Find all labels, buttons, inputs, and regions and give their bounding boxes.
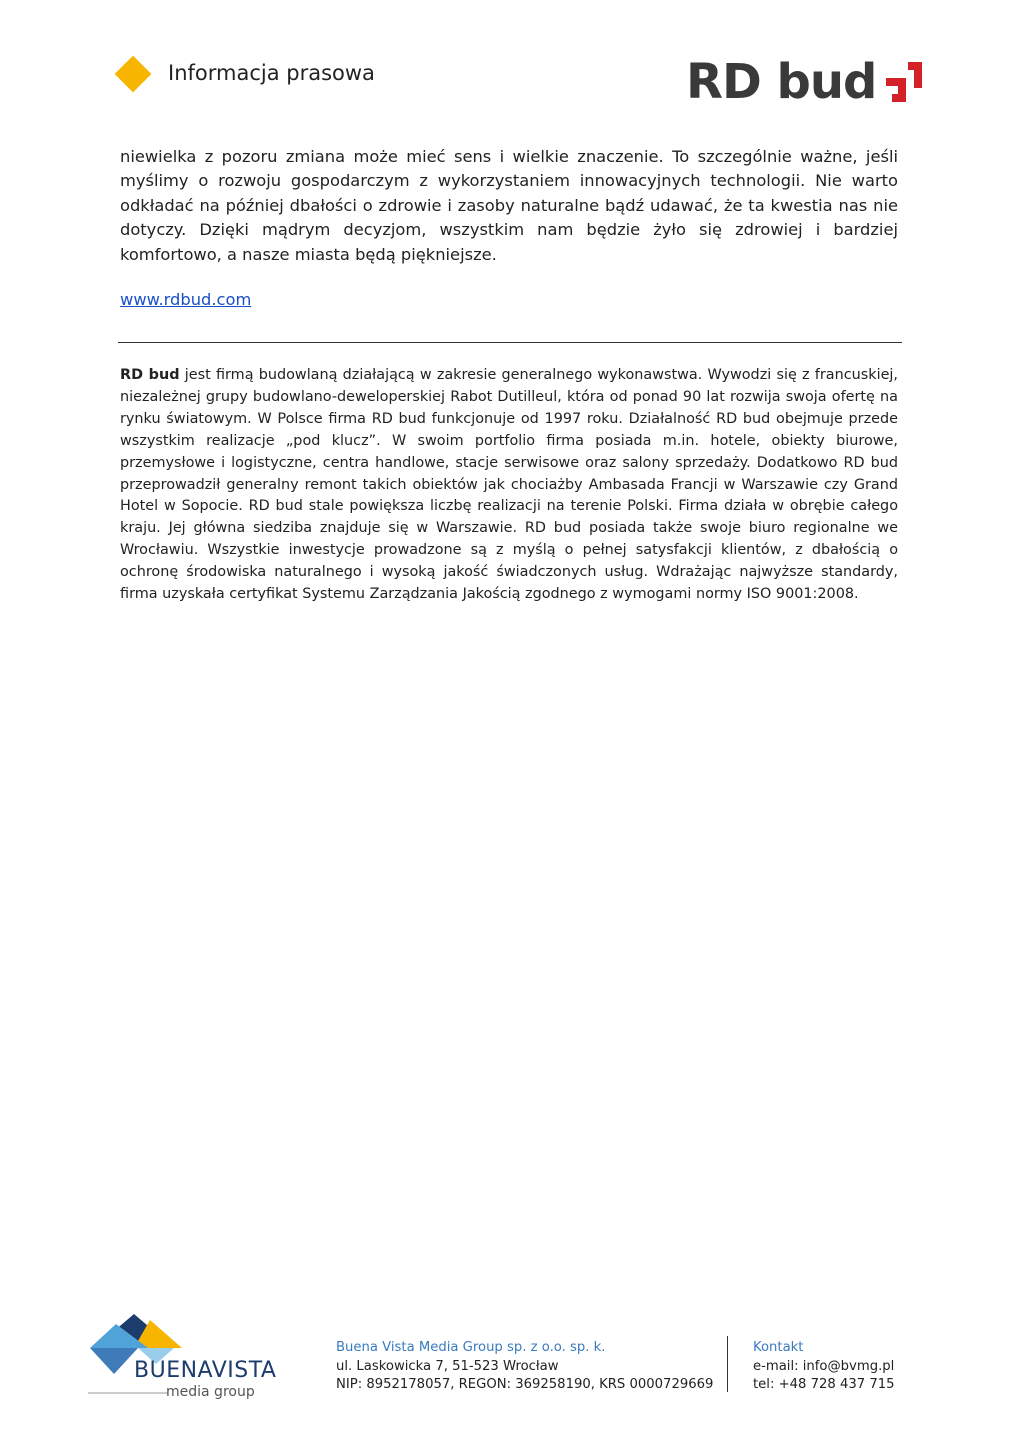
footer-address: ul. Laskowicka 7, 51-523 Wrocław <box>336 1358 559 1374</box>
rdbud-logo-text: RD bud <box>686 54 877 110</box>
footer-logo-subtitle: media group <box>166 1384 255 1400</box>
diamond-icon <box>115 56 152 93</box>
about-company-paragraph <box>120 365 898 606</box>
page-title: Informacja prasowa <box>168 61 375 85</box>
rdbud-mark-icon <box>886 62 922 102</box>
footer-company-name: Buena Vista Media Group sp. z o.o. sp. k. <box>336 1340 606 1355</box>
rdbud-logo <box>686 52 922 110</box>
company-name-bold: RD bud <box>120 367 180 383</box>
footer-phone: tel: +48 728 437 715 <box>753 1377 895 1392</box>
website-link[interactable]: www.rdbud.com <box>120 290 252 309</box>
footer-contact-heading: Kontakt <box>753 1340 804 1355</box>
about-company-text: jest firmą budowlaną działającą w zakresie generalnego wykonawstwa. Wywodzi się z francuskiej, niezależnej grupy budowlano-deweloperskiej Rabot Dutilleul, która od ponad 90 lat rozwija swoja ofertę na rynku światowym. W Polsce firma RD bud funkcjonuje od 1997 roku. Działalność RD bud obejmuje przede wszystkim realizacje „pod klucz”. W swoim portfolio firma posiada m.in. hotele, obiekty biurowe, przemysłowe i logistyczne, centra handlowe, stacje serwisowe oraz salony sprzedaży. Dodatkowo RD bud przeprowadził generalny remont takich obiektów jak chociażby Ambasada Francji w Warszawie czy Grand Hotel w Sopocie. RD bud stale powiększa liczbę realizacji na terenie Polski. Firma działa w obrębie całego kraju. Jej główna siedziba znajduje się w Warszawie. RD bud posiada także swoje biuro regionalne we Wrocławiu. Wszystkie inwestycje prowadzone są z myślą o pełnej satysfakcji klientów, z dbałością o ochronę środowiska naturalnego i wysoką jakość świadczonych usług. Wdrażając najwyższe standardy, firma uzyskała certyfikat Systemu Zarządzania Jakością zgodnego z wymogami normy ISO 9001:2008. <box>120 367 898 603</box>
footer-company-ids: NIP: 8952178057, REGON: 369258190, KRS 0000729669 <box>336 1377 714 1392</box>
footer-logo-text: BUENAVISTA <box>134 1358 277 1383</box>
footer-email: e-mail: info@bvmg.pl <box>753 1358 895 1374</box>
footer-company-info <box>336 1339 713 1395</box>
body-paragraph: niewielka z pozoru zmiana może mieć sens i wielkie znaczenie. To szczególnie ważne, jeśli myślimy o rozwoju gospodarczym z wykorzystaniem innowacyjnych technologii. Nie warto odkładać na później dbałości o zdrowie i zasoby naturalne bądź udawać, że ta kwestia nas nie dotyczy. Dzięki mądrym decyzjom, wszystkim nam będzie żyło się zdrowiej i bardziej komfortowo, a nasze miasta będą piękniejsze. <box>120 147 898 264</box>
footer-divider <box>727 1336 728 1392</box>
footer-contact <box>753 1339 895 1395</box>
section-divider <box>118 342 902 343</box>
